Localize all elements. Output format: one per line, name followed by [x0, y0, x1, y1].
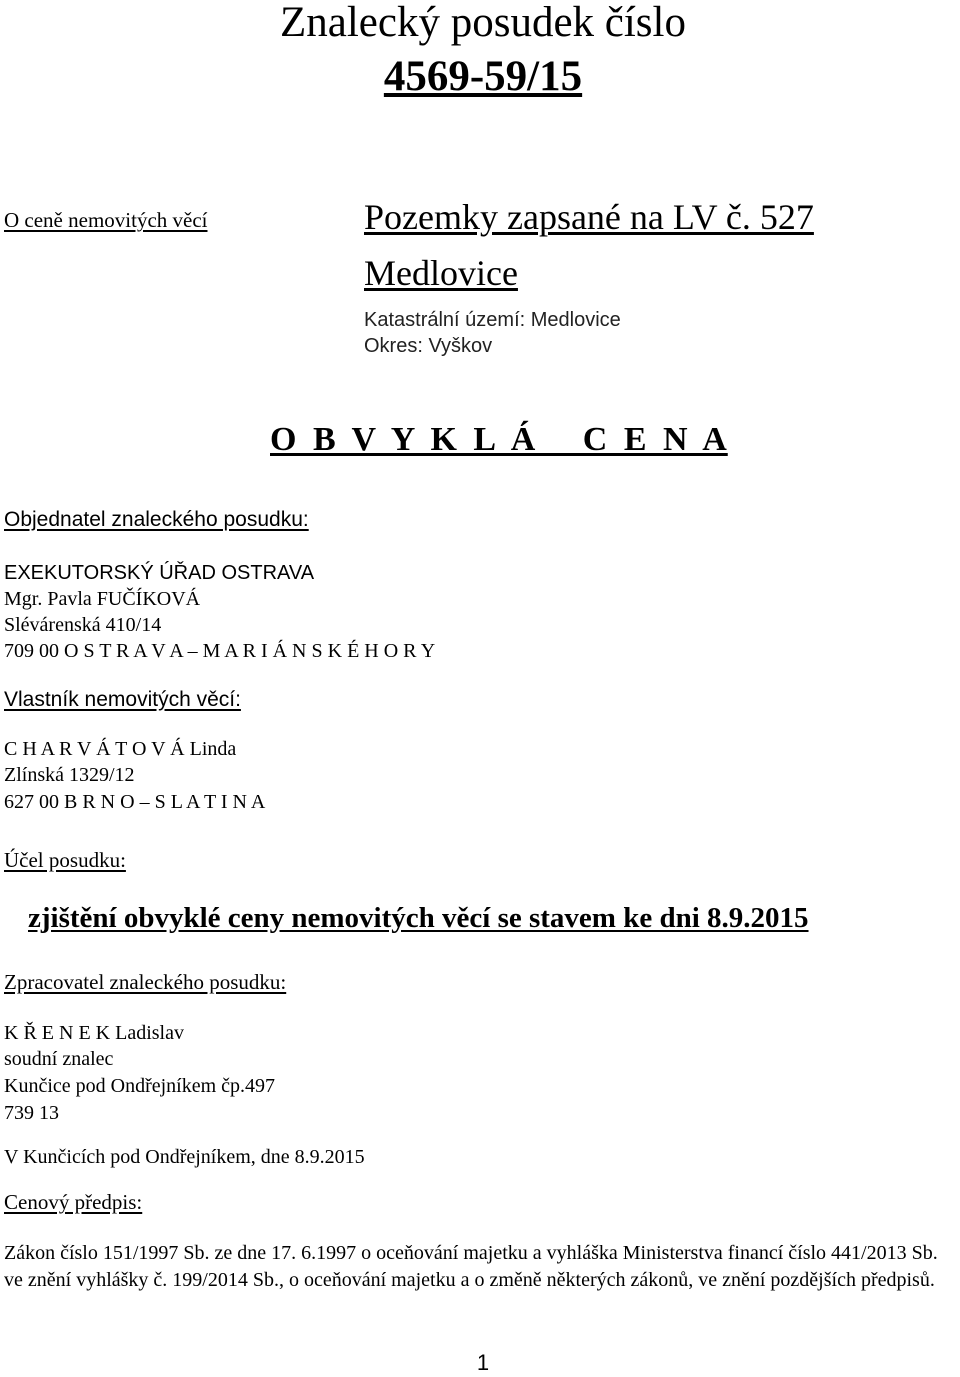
- client-line: Mgr. Pavla FUČÍKOVÁ: [4, 588, 201, 610]
- client-header: Objednatel znaleckého posudku:: [4, 508, 309, 531]
- expert-line: Kunčice pod Ondřejníkem čp.497: [4, 1075, 276, 1097]
- owner-header: Vlastník nemovitých věcí:: [4, 688, 241, 711]
- owner-line: 627 00 B R N O – S L A T I N A: [4, 791, 266, 813]
- value-type-heading: O B V Y K L Á C E N A: [270, 421, 728, 458]
- owner-line: Zlínská 1329/12: [4, 764, 135, 786]
- place-date: V Kunčicích pod Ondřejníkem, dne 8.9.2015: [4, 1146, 365, 1168]
- property-location: Medlovice: [364, 253, 518, 293]
- client-line: EXEKUTORSKÝ ÚŘAD OSTRAVA: [4, 562, 315, 584]
- subject-label: O ceně nemovitých věcí: [4, 208, 208, 232]
- district: Okres: Vyškov: [364, 335, 493, 357]
- pricing-header: Cenový předpis:: [4, 1190, 143, 1214]
- owner-line: C H A R V Á T O V Á Linda: [4, 738, 237, 760]
- pricing-text: Zákon číslo 151/1997 Sb. ze dne 17. 6.1997 o oceňování majetku a vyhláška Ministerstva financí číslo 441/2013 Sb. ve znění vyhlášky č. 199/2014 Sb., o oceňování majetku a o změně některých zákonů, ve znění pozdějších předpisů.: [4, 1242, 938, 1291]
- client-line: Slévárenská 410/14: [4, 614, 162, 636]
- expert-line: soudní znalec: [4, 1048, 114, 1070]
- purpose-header: Účel posudku:: [4, 848, 126, 872]
- expert-line: 739 13: [4, 1102, 59, 1124]
- purpose-text: zjištění obvyklé ceny nemovitých věcí se stavem ke dni 8.9.2015: [28, 902, 809, 934]
- property-title: Pozemky zapsané na LV č. 527: [364, 197, 814, 237]
- client-line: 709 00 O S T R A V A – M A R I Á N S K É H O R Y: [4, 640, 436, 662]
- document-number: 4569-59/15: [383, 53, 583, 100]
- expert-line: K Ř E N E K Ladislav: [4, 1022, 184, 1044]
- expert-header: Zpracovatel znaleckého posudku:: [4, 970, 287, 994]
- page-number: 1: [476, 1350, 490, 1375]
- cadastral-area: Katastrální území: Medlovice: [364, 309, 621, 331]
- document-title: Znalecký posudek číslo: [279, 0, 686, 46]
